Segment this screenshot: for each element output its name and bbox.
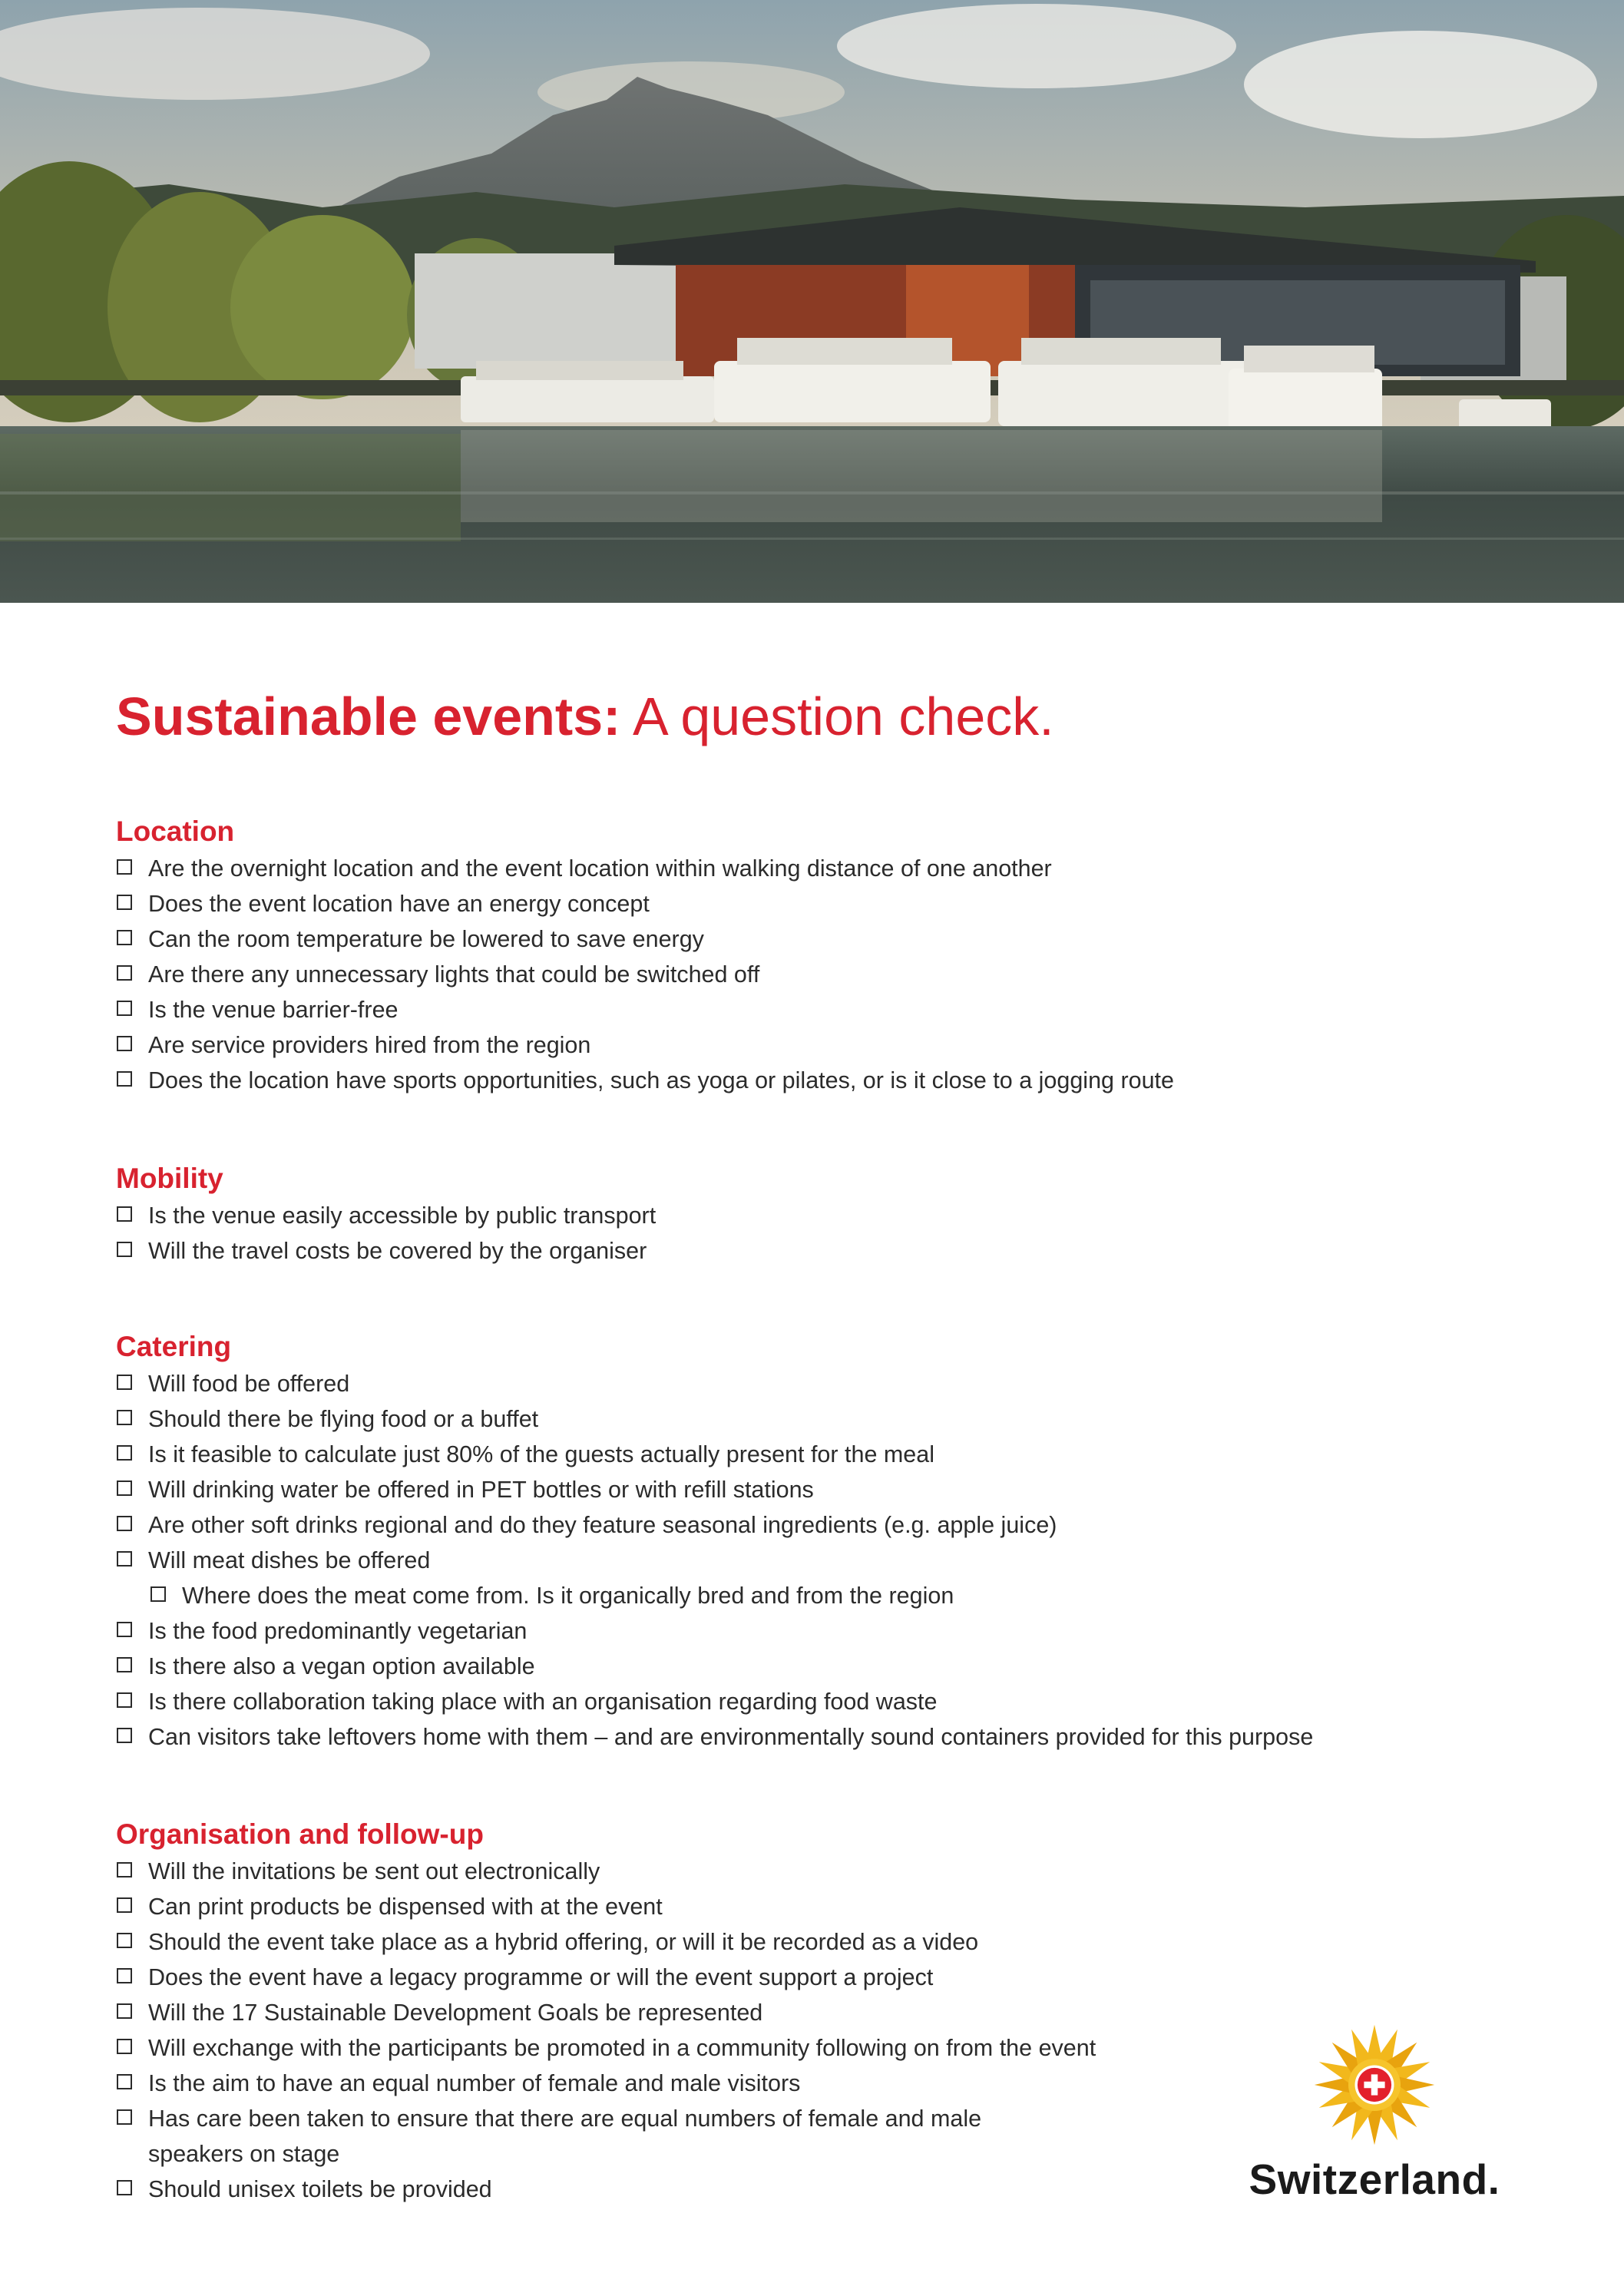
checklist-item-text: Is there collaboration taking place with an organisation regarding food waste <box>148 1689 938 1715</box>
section-heading-catering: Catering <box>116 1331 232 1362</box>
hero-image <box>0 0 1624 603</box>
checkbox-icon[interactable] <box>117 2180 132 2195</box>
checklist-item-text: Will the travel costs be covered by the organiser <box>148 1238 647 1264</box>
checklist-mobility <box>116 1198 1536 1269</box>
checklist-item-text: Does the event location have an energy concept <box>148 891 650 917</box>
checklist-item <box>116 921 1536 957</box>
checklist-catering <box>116 1366 1536 1755</box>
checkbox-icon[interactable] <box>117 1657 132 1672</box>
checkbox-icon[interactable] <box>117 2039 132 2054</box>
swiss-star-logo-icon <box>1309 2020 1440 2150</box>
checkbox-icon[interactable] <box>117 1728 132 1743</box>
checklist-item-text: Can visitors take leftovers home with them – and are environmentally sound containers provided for this purpose <box>148 1724 1314 1750</box>
checkbox-icon[interactable] <box>117 1206 132 1222</box>
checklist-item-text: Will the 17 Sustainable Development Goals be represented <box>148 2000 763 2026</box>
checklist-item <box>116 1233 1536 1269</box>
section-heading-location: Location <box>116 816 235 847</box>
checklist-item-text: Is the food predominantly vegetarian <box>148 1618 528 1644</box>
checklist-item-text: Will food be offered <box>148 1371 350 1397</box>
checklist-item <box>116 886 1536 921</box>
checklist-item-text: Should the event take place as a hybrid offering, or will it be recorded as a video <box>148 1929 979 1955</box>
checklist-item-text: Does the location have sports opportunities, such as yoga or pilates, or is it close to a jogging route <box>148 1067 1174 1093</box>
checklist-item-text: Will exchange with the participants be promoted in a community following on from the event <box>148 2035 1096 2061</box>
checklist-item <box>116 1401 1536 1437</box>
checkbox-icon[interactable] <box>117 1410 132 1425</box>
checklist-item-text: Are there any unnecessary lights that could be switched off <box>148 961 760 988</box>
checkbox-icon[interactable] <box>117 930 132 945</box>
checklist-item <box>116 1507 1536 1543</box>
checklist-item-text: Will meat dishes be offered <box>148 1547 431 1573</box>
checkbox-icon[interactable] <box>117 1622 132 1637</box>
checkbox-icon[interactable] <box>117 2109 132 2125</box>
section-mobility <box>116 1160 1536 1269</box>
switzerland-logo <box>1229 2020 1520 2212</box>
checkbox-icon[interactable] <box>117 1933 132 1948</box>
checklist-item-text: Should there be flying food or a buffet <box>148 1406 539 1432</box>
checkbox-icon[interactable] <box>117 1897 132 1913</box>
checklist-item <box>116 1854 1536 1889</box>
checkbox-icon[interactable] <box>117 1692 132 1708</box>
checklist-item <box>116 1063 1536 1098</box>
checkbox-icon[interactable] <box>117 859 132 875</box>
checklist-item <box>116 992 1536 1027</box>
checklist-item-text: Are the overnight location and the event location within walking distance of one another <box>148 855 1052 882</box>
checkbox-icon[interactable] <box>117 1968 132 1983</box>
checklist-item-text: Is the venue barrier-free <box>148 997 399 1023</box>
checklist-item-text: Are other soft drinks regional and do they feature seasonal ingredients (e.g. apple juice) <box>148 1512 1057 1538</box>
section-location <box>116 812 1536 1098</box>
checkbox-icon[interactable] <box>117 1516 132 1531</box>
section-heading-mobility: Mobility <box>116 1163 223 1194</box>
checklist-item <box>116 1719 1536 1755</box>
page-title-rest: A question check. <box>620 686 1054 746</box>
checkbox-icon[interactable] <box>117 2003 132 2019</box>
checklist-item <box>116 957 1536 992</box>
checkbox-icon[interactable] <box>117 965 132 981</box>
checklist-item-text: Is the venue easily accessible by public transport <box>148 1203 657 1229</box>
page-title-bold: Sustainable events: <box>116 686 621 746</box>
checklist-item <box>116 851 1536 886</box>
checklist-item-text: Can print products be dispensed with at the event <box>148 1894 663 1920</box>
checklist-item-text: Is there also a vegan option available <box>148 1653 535 1679</box>
checkbox-icon[interactable] <box>117 1242 132 1257</box>
checklist-item-text: Should unisex toilets be provided <box>148 2176 492 2202</box>
checklist-item <box>116 1960 1536 1995</box>
checklist-item <box>116 1684 1536 1719</box>
checkbox-icon[interactable] <box>117 1480 132 1496</box>
checkbox-icon[interactable] <box>117 1036 132 1051</box>
checklist-item <box>116 1472 1536 1507</box>
checkbox-icon[interactable] <box>117 1375 132 1390</box>
checklist-item <box>116 1924 1536 1960</box>
checkbox-icon[interactable] <box>117 895 132 910</box>
section-heading-organisation: Organisation and follow-up <box>116 1818 484 1850</box>
checklist-item <box>116 1649 1536 1684</box>
checklist-item-text: Will drinking water be offered in PET bottles or with refill stations <box>148 1477 814 1503</box>
switzerland-wordmark: Switzerland. <box>1249 2155 1500 2203</box>
checkbox-icon[interactable] <box>117 1071 132 1087</box>
checkbox-icon[interactable] <box>117 1001 132 1016</box>
checklist-item-text: Does the event have a legacy programme or will the event support a project <box>148 1964 934 1990</box>
checklist-item <box>116 1198 1536 1233</box>
checklist-item <box>116 1543 1536 1578</box>
checkbox-icon[interactable] <box>117 1445 132 1461</box>
checkbox-icon[interactable] <box>117 2074 132 2089</box>
checklist-item-text: Where does the meat come from. Is it organically bred and from the region <box>182 1583 954 1609</box>
checklist-item <box>116 2101 1031 2172</box>
checklist-item-text: Are service providers hired from the region <box>148 1032 591 1058</box>
checklist-item <box>116 1027 1536 1063</box>
checkbox-icon[interactable] <box>117 1551 132 1567</box>
checklist-item <box>116 1889 1536 1924</box>
checkbox-icon[interactable] <box>117 1862 132 1877</box>
checklist-item <box>116 1366 1536 1401</box>
page-title <box>116 682 1054 751</box>
checklist-item-text: Is the aim to have an equal number of female and male visitors <box>148 2070 801 2096</box>
hero-photo <box>0 0 1624 603</box>
checklist-item <box>116 1437 1536 1472</box>
checklist-subitem <box>150 1578 1536 1613</box>
section-catering <box>116 1328 1536 1755</box>
checkbox-icon[interactable] <box>150 1586 166 1602</box>
checklist-item-text: Will the invitations be sent out electronically <box>148 1858 600 1884</box>
checklist-item <box>116 1613 1536 1649</box>
checklist-item-text: Has care been taken to ensure that there are equal numbers of female and male speakers on stage <box>148 2106 982 2167</box>
checklist-location <box>116 851 1536 1098</box>
checklist-item-text: Can the room temperature be lowered to save energy <box>148 926 704 952</box>
checklist-item-text: Is it feasible to calculate just 80% of the guests actually present for the meal <box>148 1441 934 1467</box>
